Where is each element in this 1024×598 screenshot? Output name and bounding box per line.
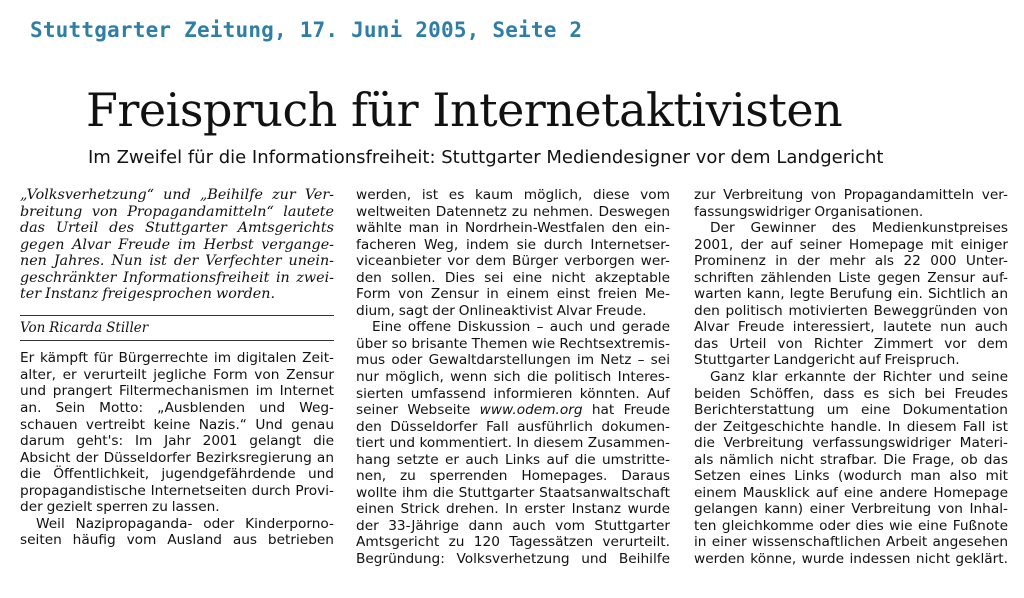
article-column-3 bbox=[694, 187, 1008, 568]
body-line: Amtsgericht zu 120 Tagessätzen verurteilt. bbox=[356, 534, 670, 551]
body-line: warten kann, legte Berufung ein. Sichtlich an bbox=[694, 286, 1008, 303]
body-line: Alvar Freude interessiert, lautete nun auch bbox=[694, 319, 1008, 336]
website-url: www.odem.org bbox=[479, 402, 583, 419]
intro-line: breitung von Propagandamitteln“ lautete bbox=[20, 203, 334, 220]
body-line: fassungswidriger Organisationen. bbox=[694, 203, 924, 220]
body-line: werden könne, wurde indessen nicht geklärt. bbox=[694, 551, 1008, 568]
body-line: als nämlich nicht strafbar. Die Frage, ob das bbox=[694, 451, 1008, 468]
body-line: Weil Nazipropaganda- oder Kinderporno- bbox=[36, 515, 334, 532]
body-line: Eine offene Diskussion – auch und gerade bbox=[372, 319, 670, 336]
intro-line: „Volksverhetzung“ und „Beihilfe zur Ver- bbox=[20, 187, 334, 203]
source-line: Stuttgarter Zeitung, 17. Juni 2005, Seite 2 bbox=[30, 18, 583, 42]
body-line: weltweiten Datennetz zu nehmen. Deswegen bbox=[356, 203, 670, 220]
body-line: dium, sagt der Onlineaktivist Alvar Freude. bbox=[356, 302, 647, 319]
body-line: Der Gewinner des Medienkunstpreises bbox=[710, 220, 1008, 237]
body-line: einen Strick drehen. In erster Instanz wurde bbox=[356, 501, 670, 518]
divider bbox=[20, 340, 334, 341]
body-line: hang setzte er auch Links auf die umstritte- bbox=[356, 451, 670, 468]
body-line: alter, er verurteilt jegliche Form von Zensur bbox=[20, 366, 334, 383]
body-line: Berichterstattung um eine Dokumentation bbox=[694, 402, 1008, 419]
body-line: werden, ist es kaum möglich, diese vom bbox=[356, 187, 670, 203]
body-line: in einer wissenschaftlichen Arbeit angesehen bbox=[694, 534, 1008, 551]
body-line: Prominenz in der mehr als 22 000 Unter- bbox=[694, 253, 1008, 270]
body-line: Stuttgarter Landgericht auf Freispruch. bbox=[694, 352, 960, 369]
body-line: die Öffentlichkeit, jugendgefährdende und bbox=[20, 466, 334, 483]
body-line: seiner Webseite www.odem.org hat Freude bbox=[356, 402, 670, 419]
body-line: tiert und kommentiert. In diesem Zusammen- bbox=[356, 435, 670, 452]
body-line: sierten umfassend informieren könnten. Auf bbox=[356, 385, 670, 402]
intro-line: nen Jahres. Nun ist der Verfechter unein- bbox=[20, 253, 334, 270]
body-line: darum geht's: Im Jahr 2001 gelangt die bbox=[20, 433, 334, 450]
body-line: gelangen kann) einer Verbreitung von Inhal- bbox=[694, 501, 1008, 518]
body-line: über so brisante Themen wie Rechtsextremis- bbox=[356, 335, 670, 352]
intro-line: geschränkter Informationsfreiheit in zwei- bbox=[20, 269, 334, 286]
body-paragraph bbox=[20, 350, 334, 549]
body-line: nen, zu sperrenden Homepages. Daraus bbox=[356, 468, 670, 485]
body-line: den politisch motivierten Beweggründen von bbox=[694, 302, 1008, 319]
article-column-1 bbox=[20, 187, 334, 549]
body-line: zur Verbreitung von Propagandamitteln ver- bbox=[694, 187, 1008, 203]
intro-line: ter Instanz freigesprochen worden. bbox=[20, 286, 276, 303]
intro-line: das Urteil des Stuttgarter Amtsgerichts bbox=[20, 220, 334, 237]
body-line: der gezielt sperren zu lassen. bbox=[20, 499, 220, 516]
body-line: einem Mausklick auf eine andere Homepage bbox=[694, 484, 1008, 501]
body-line: viceanbieter vor dem Bürger verborgen wer- bbox=[356, 253, 670, 270]
body-line: die Verbreitung verfassungswidriger Materi- bbox=[694, 435, 1008, 452]
body-line: Ganz klar erkannte der Richter und seine bbox=[710, 369, 1008, 386]
body-line: propagandistische Internetseiten durch Provi- bbox=[20, 482, 334, 499]
body-line: facheren Weg, indem sie durch Internetser- bbox=[356, 236, 670, 253]
headline: Freispruch für Internetaktivisten bbox=[86, 83, 843, 137]
divider bbox=[20, 315, 334, 316]
body-line: mus oder Gewaltdarstellungen im Netz – sei bbox=[356, 352, 670, 369]
body-line: wählte man in Nordrhein-Westfalen den ein- bbox=[356, 220, 670, 237]
body-line: Absicht der Düsseldorfer Bezirksregierung an bbox=[20, 449, 334, 466]
article-column-2 bbox=[356, 187, 670, 568]
body-line: ten gleichkomme oder dies wie eine Fußnote bbox=[694, 517, 1008, 534]
body-line: beiden Schöffen, dass es sich bei Freudes bbox=[694, 385, 1008, 402]
body-line: schriften zählenden Liste gegen Zensur auf- bbox=[694, 269, 1008, 286]
body-line: Begründung: Volksverhetzung und Beihilfe bbox=[356, 551, 670, 568]
intro-paragraph bbox=[20, 187, 334, 303]
body-line: wollte ihm die Stuttgarter Staatsanwaltschaft bbox=[356, 484, 670, 501]
body-line: seiten häufig vom Ausland aus betrieben bbox=[20, 532, 334, 549]
body-line: Setzen eines Links (wodurch man also mit bbox=[694, 468, 1008, 485]
body-line: der 33-Jährige dann auch vom Stuttgarter bbox=[356, 517, 670, 534]
body-line: schauen vertreibt keine Nazis.“ Und genau bbox=[20, 416, 334, 433]
body-line: den sollen. Dies sei eine nicht akzeptable bbox=[356, 269, 670, 286]
intro-line: gegen Alvar Freude im Herbst vergange- bbox=[20, 236, 334, 253]
body-line: 2001, der auf seiner Homepage mit einiger bbox=[694, 236, 1008, 253]
body-line: den Düsseldorfer Fall ausführlich dokumen- bbox=[356, 418, 670, 435]
body-line: an. Sein Motto: „Ausblenden und Weg- bbox=[20, 400, 334, 417]
subheadline: Im Zweifel für die Informationsfreiheit: Stuttgarter Mediendesigner vor dem Landgericht bbox=[88, 147, 884, 168]
body-line: der Zeitgeschichte handle. In diesem Fall ist bbox=[694, 418, 1008, 435]
body-line: das Urteil von Richter Zimmert vor dem bbox=[694, 335, 1008, 352]
byline: Von Ricarda Stiller bbox=[20, 319, 149, 336]
body-line: nur möglich, wenn sich die politisch Interes- bbox=[356, 369, 670, 386]
body-line: Form von Zensur in einem einst freien Me- bbox=[356, 286, 670, 303]
body-line: und prangert Filtermechanismen im Internet bbox=[20, 383, 334, 400]
body-line: Er kämpft für Bürgerrechte im digitalen Zeit- bbox=[20, 350, 334, 367]
